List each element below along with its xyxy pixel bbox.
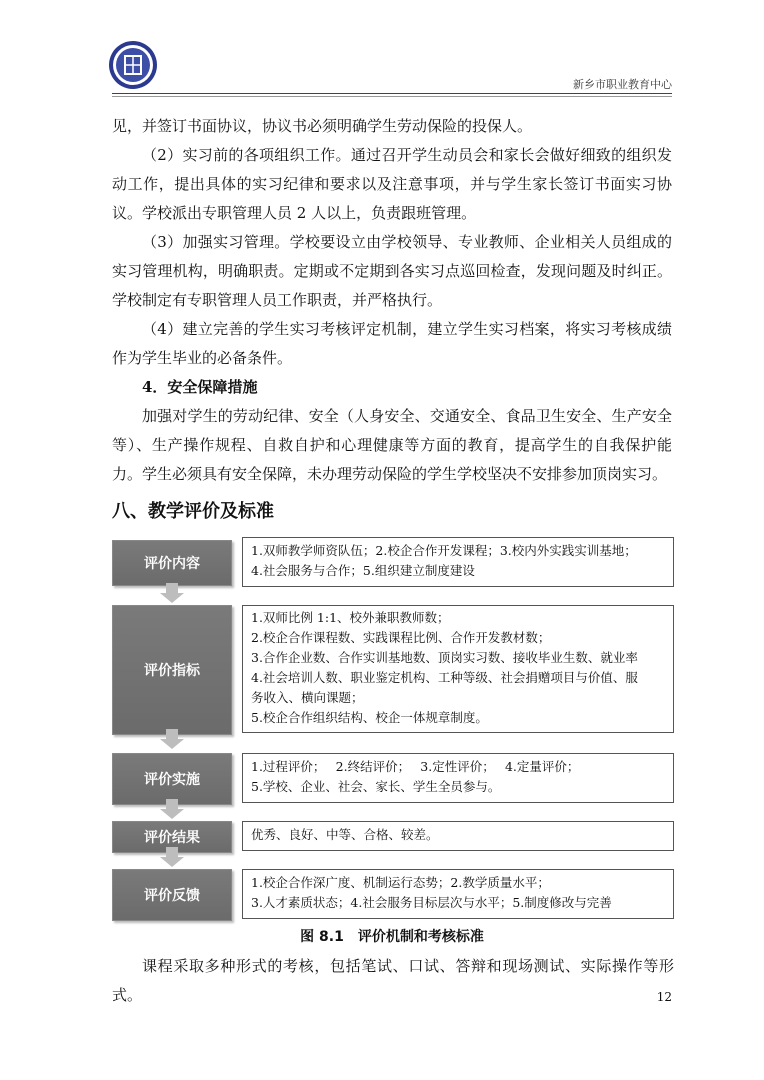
paragraph-3: （3）加强实习管理。学校要设立由学校领导、专业教师、企业相关人员组成的实习管理机构，明确职责。定期或不定期到各实习点巡回检查，发现问题及时纠正。学校制定有专职管理人员工作职责，并严格执行。 xyxy=(112,233,672,309)
text-evaluation-feedback xyxy=(242,869,674,919)
body-text xyxy=(112,112,672,527)
flow-arrow-icon xyxy=(160,739,184,749)
label-evaluation-indicators: 评价指标 xyxy=(112,605,232,735)
text-line: 1.校企合作深广度、机制运行态势；2.教学质量水平； xyxy=(251,875,550,890)
diagram-row-content xyxy=(112,537,674,587)
label-evaluation-implementation: 评价实施 xyxy=(112,753,232,805)
paragraph-5: 加强对学生的劳动纪律、安全（人身安全、交通安全、食品卫生安全、生产安全等）、生产操作规程、自救自护和心理健康等方面的教育，提高学生的自我保护能力。学生必须具有安全保障，未办理劳动保险的学生学校坚决不安排参加顶岗实习。 xyxy=(112,407,672,483)
header-rule xyxy=(112,93,672,94)
subheading-safety: 4．安全保障措施 xyxy=(142,378,258,396)
text-evaluation-implementation xyxy=(242,753,674,803)
text-line: 4.社会培训人数、职业鉴定机构、工种等级、社会捐赠项目与价值、服 xyxy=(251,670,638,685)
diagram-row-feedback xyxy=(112,869,674,919)
paragraph-1: 见，并签订书面协议，协议书必须明确学生劳动保险的投保人。 xyxy=(112,117,533,135)
text-line: 2.校企合作课程数、实践课程比例、合作开发教材数； xyxy=(251,630,551,645)
text-evaluation-indicators xyxy=(242,605,674,733)
flow-arrow-icon xyxy=(160,809,184,819)
text-line: 3.人才素质状态；4.社会服务目标层次与水平；5.制度修改与完善 xyxy=(251,895,612,910)
header-rule-thin xyxy=(112,96,672,97)
label-evaluation-content: 评价内容 xyxy=(112,540,232,586)
paragraph-2: （2）实习前的各项组织工作。通过召开学生动员会和家长会做好细致的组织发动工作，提出具体的实习纪律和要求以及注意事项，并与学生家长签订书面实习协议。学校派出专职管理人员 2 人以上，负责跟班管理。 xyxy=(112,146,672,222)
header-organization: 新乡市职业教育中心 xyxy=(573,78,672,91)
page-number: 12 xyxy=(656,990,672,1004)
flow-arrow-icon xyxy=(160,857,184,867)
text-line: 5.校企合作组织结构、校企一体规章制度。 xyxy=(251,710,488,725)
label-evaluation-feedback: 评价反馈 xyxy=(112,869,232,921)
label-evaluation-results: 评价结果 xyxy=(112,821,232,853)
evaluation-flow-diagram xyxy=(112,537,674,921)
figure-caption: 图 8.1 评价机制和考核标准 xyxy=(300,929,484,945)
diagram-row-results xyxy=(112,821,674,851)
text-evaluation-content xyxy=(242,537,674,587)
diagram-row-indicators xyxy=(112,605,674,733)
paragraph-4: （4）建立完善的学生实习考核评定机制，建立学生实习档案，将实习考核成绩作为学生毕业的必备条件。 xyxy=(112,320,672,367)
text-line: 4.社会服务与合作；5.组织建立制度建设 xyxy=(251,563,475,578)
text-line: 优秀、良好、中等、合格、较差。 xyxy=(251,827,439,842)
flow-arrow-icon xyxy=(160,593,184,603)
text-evaluation-results xyxy=(242,821,674,851)
closing-paragraph xyxy=(112,952,674,1010)
section-title: 八、教学评价及标准 xyxy=(112,501,274,522)
paragraph-final: 课程采取多种形式的考核，包括笔试、口试、答辩和现场测试、实际操作等形式。 xyxy=(112,957,674,1004)
text-line: 3.合作企业数、合作实训基地数、顶岗实习数、接收毕业生数、就业率 xyxy=(251,650,638,665)
school-seal-icon xyxy=(108,40,158,90)
diagram-row-implementation xyxy=(112,753,674,803)
text-line: 务收入、横向课题； xyxy=(251,690,364,705)
text-line: 1.双师比例 1:1、校外兼职教师数； xyxy=(251,610,450,625)
text-line: 1.双师教学师资队伍；2.校企合作开发课程；3.校内外实践实训基地； xyxy=(251,543,637,558)
text-line: 5.学校、企业、社会、家长、学生全员参与。 xyxy=(251,779,501,794)
text-line: 1.过程评价； 2.终结评价； 3.定性评价； 4.定量评价； xyxy=(251,759,580,774)
